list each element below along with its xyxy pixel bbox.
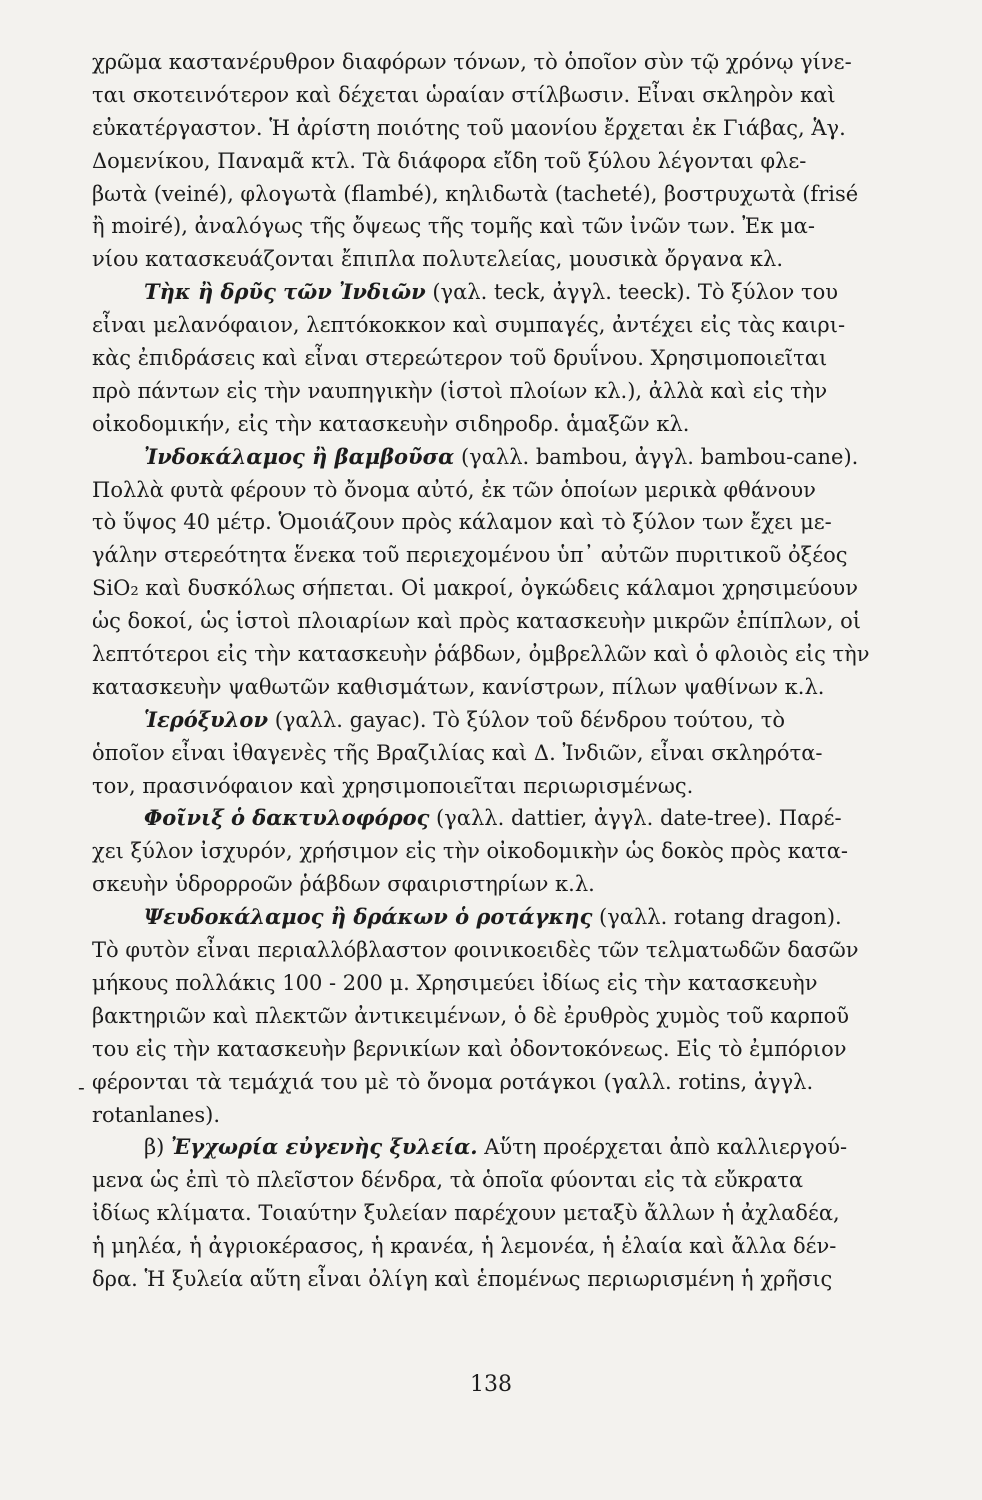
text-line [92, 835, 892, 868]
text-line [92, 671, 892, 704]
line-text: οἰκοδομικήν, εἰς τὴν κατασκευὴν σιδηροδρ. ἁμαξῶν κλ. [92, 411, 690, 436]
entry-heading-line [92, 441, 892, 474]
line-text: βωτὰ (veiné), φλογωτὰ (flambé), κηλιδωτὰ (tacheté), βοστρυχωτὰ (frisé [92, 181, 859, 206]
line-text: (γαλλ. rotang dragon). [592, 905, 842, 930]
line-text: εἶναι μελανόφαιον, λεπτόκοκκον καὶ συμπαγές, ἀντέχει εἰς τὰς καιρι- [92, 313, 846, 338]
line-text: ὡς δοκοί, ὡς ἱστοὶ πλοιαρίων καὶ πρὸς κατασκευὴν μικρῶν ἐπίπλων, οἱ [92, 609, 861, 634]
line-text: γάλην στερεότητα ἕνεκα τοῦ περιεχομένου ὑπ᾽ αὐτῶν πυριτικοῦ ὀξέος [92, 543, 848, 568]
text-line [92, 967, 892, 1000]
line-text: Αὕτη προέρχεται ἀπὸ καλλιεργού- [477, 1135, 848, 1160]
text-line [92, 375, 892, 408]
text-line [92, 638, 892, 671]
entry-term: Ψευδοκάλαμος ἢ δράκων ὁ ροτάγκης [144, 904, 593, 930]
entry-term: Ἱερόξυλον [144, 706, 269, 732]
text-line [92, 408, 892, 441]
line-text: κατασκευὴν ψαθωτῶν καθισμάτων, κανίστρων, πίλων ψαθίνων κ.λ. [92, 674, 825, 699]
text-line [92, 572, 892, 605]
text-line [92, 474, 892, 507]
text-line [92, 1230, 892, 1263]
line-text: ἢ moiré), ἀναλόγως τῆς ὄψεως τῆς τομῆς καὶ τῶν ἰνῶν των. Ἐκ μα- [92, 214, 815, 239]
text-line [92, 1164, 892, 1197]
line-text: λεπτότεροι εἰς τὴν κατασκευὴν ῥάβδων, ὀμβρελλῶν καὶ ὁ φλοιὸς εἰς τὴν [92, 642, 870, 667]
text-line [92, 506, 892, 539]
line-text: μήκους πολλάκις 100 - 200 μ. Χρησιμεύει ἰδίως εἰς τὴν κατασκευὴν [92, 970, 818, 995]
text-line [92, 145, 892, 178]
line-text: ἡ μηλέα, ἡ ἀγριοκέρασος, ἡ κρανέα, ἡ λεμονέα, ἡ ἐλαία καὶ ἄλλα δέν- [92, 1234, 837, 1259]
line-text: SiO₂ καὶ δυσκόλως σήπεται. Οἱ μακροί, ὀγκώδεις κάλαμοι χρησιμεύουν [92, 576, 858, 601]
line-text: (γαλλ. bambou, ἀγγλ. bambou-cane). [454, 444, 859, 469]
entry-heading-line [92, 704, 892, 737]
line-text: σκευὴν ὑδρορροῶν ῥάβδων σφαιριστηρίων κ.λ. [92, 872, 595, 897]
margin-mark: - [78, 1075, 85, 1099]
text-line [92, 112, 892, 145]
text-line [92, 79, 892, 112]
line-text: δρα. Ἡ ξυλεία αὕτη εἶναι ὀλίγη καὶ ἑπομένως περιωρισμένη ἡ χρῆσις [92, 1266, 833, 1291]
text-line [92, 737, 892, 770]
text-line [92, 178, 892, 211]
line-text: ἰδίως κλίματα. Τοιαύτην ξυλείαν παρέχουν μεταξὺ ἄλλων ἡ ἀχλαδέα, [92, 1201, 840, 1226]
line-text: τον, πρασινόφαιον καὶ χρησιμοποιεῖται περιωρισμένως. [92, 773, 694, 798]
text-line [92, 1033, 892, 1066]
text-line [92, 605, 892, 638]
line-text: (γαλ. teck, ἀγγλ. teeck). Τὸ ξύλον του [425, 280, 838, 305]
text-line [92, 539, 892, 572]
entry-heading-line [92, 901, 892, 934]
line-text: χει ξύλον ἰσχυρόν, χρήσιμον εἰς τὴν οἰκοδομικὴν ὡς δοκὸς πρὸς κατα- [92, 839, 848, 864]
text-line [92, 934, 892, 967]
line-text: του εἰς τὴν κατασκευὴν βερνικίων καὶ ὀδοντοκόνεως. Εἰς τὸ ἐμπόριον [92, 1036, 847, 1061]
line-text: Δομενίκου, Παναμᾶ κτλ. Τὰ διάφορα εἴδη τοῦ ξύλου λέγονται φλε- [92, 148, 807, 173]
line-text: rotanlanes). [92, 1102, 220, 1127]
text-line [92, 309, 892, 342]
text-line [92, 210, 892, 243]
text-line [92, 1066, 892, 1099]
page-number: 138 [470, 1372, 512, 1397]
entry-heading-line [92, 802, 892, 835]
line-text: (γαλλ. dattier, ἀγγλ. date-tree). Παρέ- [429, 806, 842, 831]
line-text: Πολλὰ φυτὰ φέρουν τὸ ὄνομα αὐτό, ἐκ τῶν ὁποίων μερικὰ φθάνουν [92, 477, 816, 502]
entry-heading-line [92, 1131, 892, 1164]
line-text: φέρονται τὰ τεμάχιά του μὲ τὸ ὄνομα ροτάγκοι (γαλλ. rotins, ἀγγλ. [92, 1069, 814, 1094]
line-text: εὐκατέργαστον. Ἡ ἀρίστη ποιότης τοῦ μαονίου ἔρχεται ἐκ Γιάβας, Ἁγ. [92, 115, 846, 140]
line-text: ὁποῖον εἶναι ἰθαγενὲς τῆς Βραζιλίας καὶ Δ. Ἰνδιῶν, εἶναι σκληρότα- [92, 740, 823, 765]
line-text: χρῶμα καστανέρυθρον διαφόρων τόνων, τὸ ὁποῖον σὺν τῷ χρόνῳ γίνε- [92, 50, 852, 74]
line-text: βακτηριῶν καὶ πλεκτῶν ἀντικειμένων, ὁ δὲ ἐρυθρὸς χυμὸς τοῦ καρποῦ [92, 1003, 850, 1028]
text-line [92, 1197, 892, 1230]
entry-term: Τὴκ ἢ δρῦς τῶν Ἰνδιῶν [144, 279, 426, 305]
line-text: κὰς ἐπιδράσεις καὶ εἶναι στερεώτερον τοῦ δρυΐνου. Χρησιμοποιεῖται [92, 346, 828, 371]
line-text: ται σκοτεινότερον καὶ δέχεται ὡραίαν στίλβωσιν. Εἶναι σκληρὸν καὶ [92, 82, 836, 107]
text-line [92, 243, 892, 276]
text-line [92, 1099, 892, 1132]
line-text: νίου κατασκευάζονται ἔπιπλα πολυτελείας, μουσικὰ ὄργανα κλ. [92, 247, 784, 272]
entry-term: Φοῖνιξ ὁ δακτυλοφόρος [144, 805, 430, 831]
entry-heading-line [92, 276, 892, 309]
line-text: τὸ ὕψος 40 μέτρ. Ὁμοιάζουν πρὸς κάλαμον καὶ τὸ ξύλον των ἔχει με- [92, 510, 832, 535]
text-line [92, 46, 892, 79]
section-label: β) [144, 1135, 172, 1160]
text-line [92, 770, 892, 803]
line-text: μενα ὡς ἐπὶ τὸ πλεῖστον δένδρα, τὰ ὁποῖα φύονται εἰς τὰ εὔκρατα [92, 1168, 804, 1193]
text-line [92, 342, 892, 375]
body-text [92, 46, 892, 1296]
text-line [92, 1000, 892, 1033]
text-line [92, 1263, 892, 1296]
entry-term: Ἰνδοκάλαμος ἢ βαμβοῦσα [144, 443, 455, 469]
line-text: Τὸ φυτὸν εἶναι περιαλλόβλαστον φοινικοειδὲς τῶν τελματωδῶν δασῶν [92, 938, 859, 963]
line-text: (γαλλ. gayac). Τὸ ξύλον τοῦ δένδρου τούτου, τὸ [268, 707, 786, 732]
text-line [92, 868, 892, 901]
line-text: πρὸ πάντων εἰς τὴν ναυπηγικὴν (ἱστοὶ πλοίων κλ.), ἀλλὰ καὶ εἰς τὴν [92, 378, 828, 403]
entry-term: Ἐγχωρία εὐγενὴς ξυλεία. [171, 1134, 478, 1160]
